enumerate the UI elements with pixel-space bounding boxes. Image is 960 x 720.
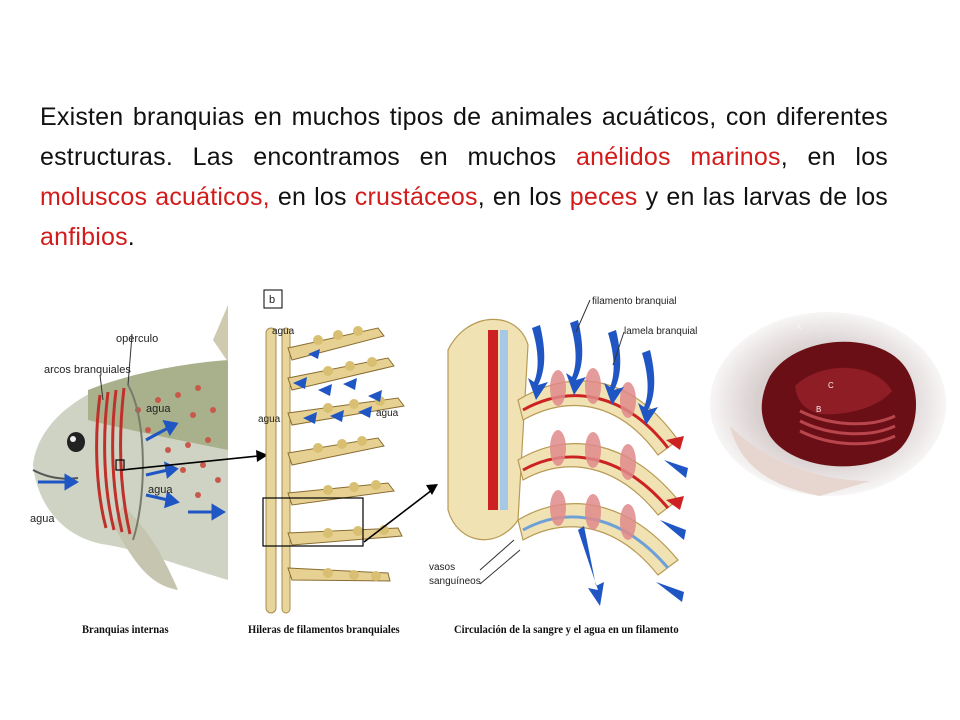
intro-paragraph bbox=[40, 97, 888, 257]
intro-text: y en las larvas de los bbox=[637, 183, 889, 211]
intro-text: . bbox=[127, 223, 135, 251]
gill-photo bbox=[700, 306, 956, 502]
gill-arch-bars bbox=[266, 328, 290, 613]
highlighted-term: crustáceos bbox=[354, 183, 478, 211]
label-sanguineos: sanguíneos bbox=[429, 576, 481, 587]
label-arcos-branquiales: arcos branquiales bbox=[44, 364, 131, 376]
intro-text: Existen branquias en muchos tipos de animales acuáticos, con diferentes estructuras. Las encontramos en muchos bbox=[40, 103, 888, 171]
intro-text: , en los bbox=[780, 143, 888, 171]
photo-mark-c: C bbox=[828, 381, 834, 390]
highlighted-term: anfibios bbox=[40, 223, 128, 251]
label-agua-b2: agua bbox=[376, 408, 399, 419]
label-agua-2: agua bbox=[148, 484, 173, 496]
label-agua-b3: agua bbox=[258, 414, 281, 425]
filament-circulation-illustration bbox=[428, 290, 700, 620]
label-agua-b1: agua bbox=[272, 326, 295, 337]
label-filamento-branquial: filamento branquial bbox=[592, 296, 677, 307]
photo-mark-a: A bbox=[796, 323, 802, 332]
caption-circulacion: Circulación de la sangre y el agua en un filamento bbox=[454, 622, 679, 636]
label-vasos: vasos bbox=[429, 562, 456, 573]
photo-mark-b: B bbox=[816, 405, 822, 414]
label-agua-3: agua bbox=[30, 513, 55, 525]
label-agua-1: agua bbox=[146, 403, 171, 415]
highlighted-term: moluscos acuáticos, bbox=[40, 183, 270, 211]
label-lamela-branquial: lamela branquial bbox=[624, 326, 698, 337]
gill-filament-rows-illustration bbox=[258, 288, 440, 620]
label-operculo: opérculo bbox=[116, 333, 159, 345]
intro-text: en los bbox=[269, 183, 355, 211]
caption-branquias-internas: Branquias internas bbox=[82, 622, 169, 636]
caption-hileras-filamentos: Hileras de filamentos branquiales bbox=[248, 622, 400, 636]
intro-text: , en los bbox=[477, 183, 570, 211]
panel-b-tag: b bbox=[269, 294, 276, 306]
gill-bar-cylinders bbox=[448, 319, 528, 539]
highlighted-term: peces bbox=[569, 183, 638, 211]
connector-arrow-1 bbox=[120, 440, 270, 480]
highlighted-term: anélidos marinos bbox=[575, 143, 781, 171]
lamellae bbox=[550, 368, 636, 540]
